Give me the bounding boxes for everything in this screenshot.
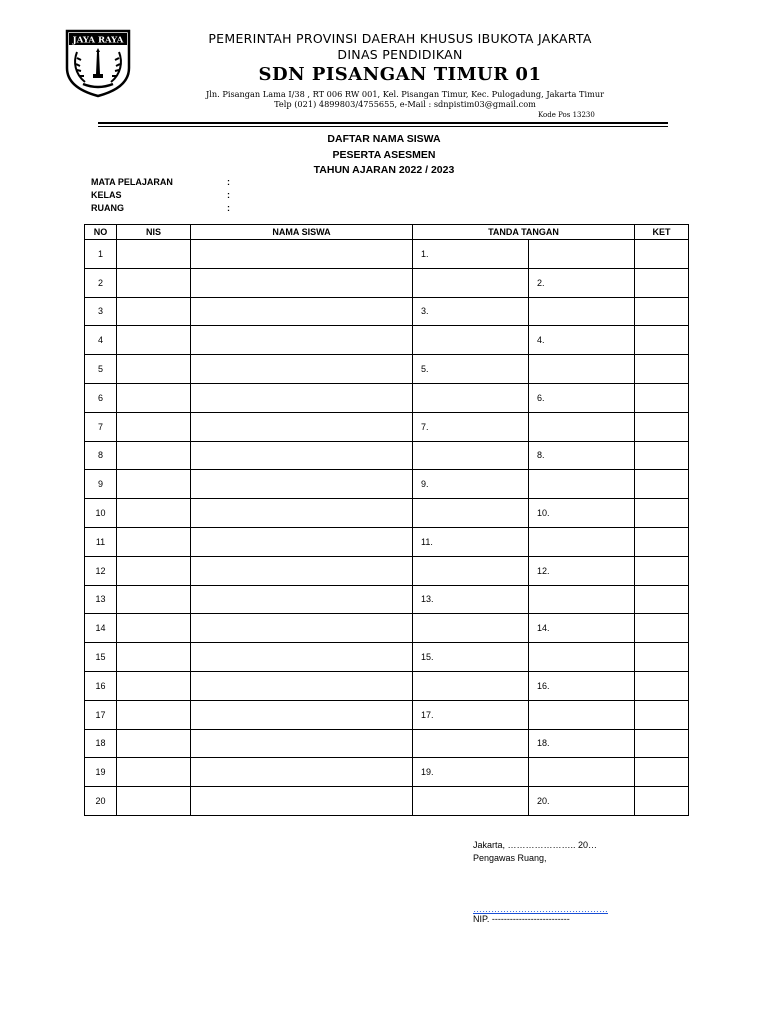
cell-no: 1 — [85, 240, 117, 269]
cell-nis — [117, 671, 191, 700]
department-name: DINAS PENDIDIKAN — [337, 47, 463, 62]
meta-class — [91, 190, 230, 200]
cell-signature-right: 14. — [529, 614, 635, 643]
cell-nama-siswa — [191, 585, 413, 614]
cell-no: 20 — [85, 787, 117, 816]
meta-subject — [91, 177, 230, 187]
cell-nama-siswa — [191, 556, 413, 585]
table-row — [85, 614, 689, 643]
cell-no: 10 — [85, 499, 117, 528]
school-address: Jln. Pisangan Lama I/38 , RT 006 RW 001, Kel. Pisangan Timur, Kec. Pulogadung, Jakarta Timur — [205, 89, 605, 99]
table-row — [85, 671, 689, 700]
cell-nama-siswa — [191, 240, 413, 269]
cell-ket — [635, 441, 689, 470]
cell-signature-left: 15. — [413, 643, 529, 672]
school-name: SDN PISANGAN TIMUR 01 — [258, 64, 542, 85]
table-row — [85, 643, 689, 672]
header-nis: NIS — [117, 225, 191, 240]
cell-nama-siswa — [191, 787, 413, 816]
cell-signature-left: 11. — [413, 527, 529, 556]
cell-signature-left: 5. — [413, 355, 529, 384]
cell-nis — [117, 614, 191, 643]
cell-nis — [117, 268, 191, 297]
cell-nis — [117, 355, 191, 384]
header-ket: KET — [635, 225, 689, 240]
cell-nama-siswa — [191, 326, 413, 355]
cell-signature-right — [529, 643, 635, 672]
cell-no: 15 — [85, 643, 117, 672]
cell-signature-left: 13. — [413, 585, 529, 614]
letterhead-rule-thin — [98, 126, 668, 127]
cell-signature-right — [529, 527, 635, 556]
cell-no: 17 — [85, 700, 117, 729]
cell-signature-right: 8. — [529, 441, 635, 470]
table-row — [85, 787, 689, 816]
cell-nis — [117, 700, 191, 729]
table-row — [85, 499, 689, 528]
cell-nis — [117, 499, 191, 528]
cell-nis — [117, 787, 191, 816]
cell-ket — [635, 700, 689, 729]
cell-no: 3 — [85, 297, 117, 326]
cell-nis — [117, 470, 191, 499]
student-list-table — [84, 224, 689, 816]
cell-signature-right: 6. — [529, 383, 635, 412]
signature-name-line: ……………………………………… — [473, 904, 608, 914]
cell-signature-right: 12. — [529, 556, 635, 585]
cell-nama-siswa — [191, 499, 413, 528]
cell-nis — [117, 383, 191, 412]
cell-nis — [117, 556, 191, 585]
table-row — [85, 527, 689, 556]
cell-no: 5 — [85, 355, 117, 384]
meta-subject-colon: : — [227, 177, 230, 187]
table-row — [85, 355, 689, 384]
cell-ket — [635, 297, 689, 326]
header-nama-siswa: NAMA SISWA — [191, 225, 413, 240]
cell-no: 8 — [85, 441, 117, 470]
cell-ket — [635, 729, 689, 758]
cell-ket — [635, 326, 689, 355]
cell-nis — [117, 326, 191, 355]
cell-nama-siswa — [191, 758, 413, 787]
cell-nama-siswa — [191, 441, 413, 470]
cell-signature-left — [413, 441, 529, 470]
cell-ket — [635, 412, 689, 441]
cell-signature-left — [413, 326, 529, 355]
cell-ket — [635, 383, 689, 412]
cell-nis — [117, 527, 191, 556]
cell-nis — [117, 412, 191, 441]
cell-signature-left — [413, 614, 529, 643]
cell-signature-left: 19. — [413, 758, 529, 787]
cell-nama-siswa — [191, 700, 413, 729]
cell-nama-siswa — [191, 729, 413, 758]
academic-year: TAHUN AJARAN 2022 / 2023 — [313, 164, 455, 176]
cell-signature-right: 18. — [529, 729, 635, 758]
letterhead-rule-thick — [98, 122, 668, 124]
cell-signature-left — [413, 499, 529, 528]
cell-signature-right: 20. — [529, 787, 635, 816]
cell-nama-siswa — [191, 297, 413, 326]
table-row — [85, 729, 689, 758]
cell-nama-siswa — [191, 671, 413, 700]
cell-ket — [635, 787, 689, 816]
cell-ket — [635, 240, 689, 269]
cell-ket — [635, 268, 689, 297]
cell-signature-right — [529, 700, 635, 729]
table-row — [85, 758, 689, 787]
cell-nama-siswa — [191, 383, 413, 412]
signature-nip: NIP. -------------------------- — [473, 914, 570, 924]
jaya-raya-emblem-logo — [63, 28, 133, 98]
cell-signature-left: 7. — [413, 412, 529, 441]
table-row — [85, 700, 689, 729]
cell-nama-siswa — [191, 643, 413, 672]
cell-nis — [117, 240, 191, 269]
cell-nis — [117, 643, 191, 672]
cell-signature-left — [413, 729, 529, 758]
signature-role: Pengawas Ruang, — [473, 853, 547, 863]
cell-nis — [117, 758, 191, 787]
document-title: DAFTAR NAMA SISWA — [327, 133, 441, 145]
table-row — [85, 412, 689, 441]
cell-nama-siswa — [191, 412, 413, 441]
cell-signature-left — [413, 671, 529, 700]
cell-no: 12 — [85, 556, 117, 585]
cell-ket — [635, 614, 689, 643]
cell-nama-siswa — [191, 268, 413, 297]
cell-signature-left: 1. — [413, 240, 529, 269]
cell-no: 18 — [85, 729, 117, 758]
table-row — [85, 326, 689, 355]
table-row — [85, 470, 689, 499]
cell-signature-right — [529, 297, 635, 326]
cell-ket — [635, 643, 689, 672]
cell-ket — [635, 556, 689, 585]
cell-signature-right — [529, 470, 635, 499]
cell-ket — [635, 585, 689, 614]
cell-ket — [635, 470, 689, 499]
postal-code: Kode Pos 13230 — [538, 111, 595, 119]
table-row — [85, 556, 689, 585]
table-row — [85, 585, 689, 614]
cell-no: 14 — [85, 614, 117, 643]
cell-signature-left — [413, 787, 529, 816]
table-row — [85, 268, 689, 297]
table-row — [85, 441, 689, 470]
cell-signature-right — [529, 355, 635, 384]
cell-nis — [117, 441, 191, 470]
cell-signature-left — [413, 383, 529, 412]
cell-signature-right — [529, 585, 635, 614]
cell-signature-right: 16. — [529, 671, 635, 700]
cell-signature-right — [529, 758, 635, 787]
cell-signature-right: 2. — [529, 268, 635, 297]
cell-no: 19 — [85, 758, 117, 787]
cell-signature-right — [529, 412, 635, 441]
meta-class-label: KELAS — [91, 190, 122, 200]
document-subtitle: PESERTA ASESMEN — [332, 149, 436, 161]
cell-nis — [117, 297, 191, 326]
meta-subject-label: MATA PELAJARAN — [91, 177, 173, 187]
cell-no: 7 — [85, 412, 117, 441]
cell-signature-right: 4. — [529, 326, 635, 355]
table-row — [85, 297, 689, 326]
cell-nis — [117, 585, 191, 614]
meta-room-label: RUANG — [91, 203, 124, 213]
cell-no: 4 — [85, 326, 117, 355]
header-no: NO — [85, 225, 117, 240]
cell-signature-left: 9. — [413, 470, 529, 499]
cell-no: 9 — [85, 470, 117, 499]
meta-room-colon: : — [227, 203, 230, 213]
cell-signature-right: 10. — [529, 499, 635, 528]
cell-no: 6 — [85, 383, 117, 412]
cell-nama-siswa — [191, 527, 413, 556]
cell-nama-siswa — [191, 614, 413, 643]
signature-place-date: Jakarta, ………………….. 20… — [473, 840, 598, 850]
cell-nis — [117, 729, 191, 758]
cell-no: 13 — [85, 585, 117, 614]
cell-nama-siswa — [191, 355, 413, 384]
cell-signature-right — [529, 240, 635, 269]
cell-ket — [635, 527, 689, 556]
school-contact: Telp (021) 4899803/4755655, e-Mail : sdnpistim03@gmail.com — [274, 99, 536, 109]
table-row — [85, 240, 689, 269]
table-row — [85, 383, 689, 412]
cell-nama-siswa — [191, 470, 413, 499]
meta-class-colon: : — [227, 190, 230, 200]
header-tanda-tangan: TANDA TANGAN — [413, 225, 635, 240]
cell-signature-left — [413, 556, 529, 585]
cell-ket — [635, 671, 689, 700]
meta-room — [91, 203, 230, 213]
cell-signature-left: 3. — [413, 297, 529, 326]
government-name: PEMERINTAH PROVINSI DAERAH KHUSUS IBUKOTA JAKARTA — [208, 31, 592, 46]
cell-ket — [635, 758, 689, 787]
cell-ket — [635, 499, 689, 528]
cell-signature-left: 17. — [413, 700, 529, 729]
cell-ket — [635, 355, 689, 384]
cell-no: 11 — [85, 527, 117, 556]
cell-no: 2 — [85, 268, 117, 297]
table-header-row — [85, 225, 689, 240]
cell-no: 16 — [85, 671, 117, 700]
emblem-text: JAYA RAYA — [72, 35, 124, 46]
cell-signature-left — [413, 268, 529, 297]
